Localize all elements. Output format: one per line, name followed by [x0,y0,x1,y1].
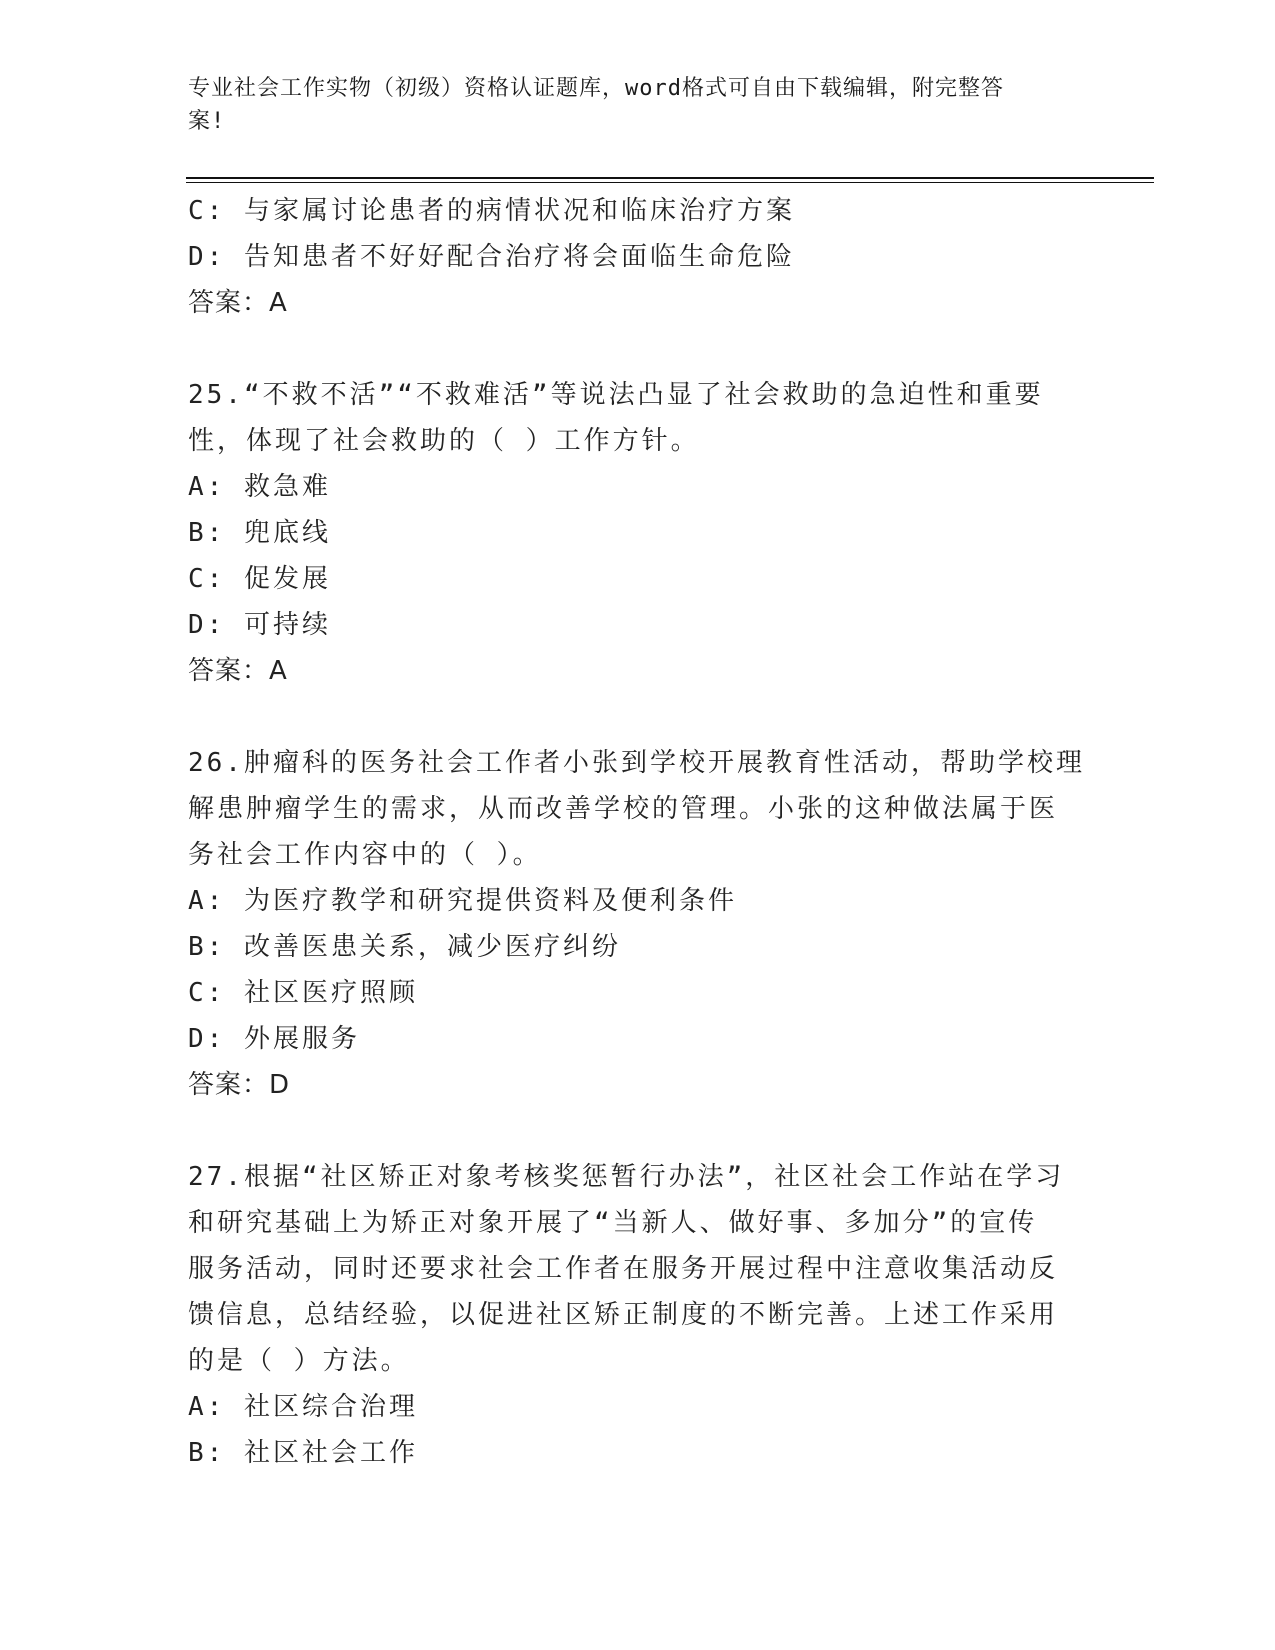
question-text: 馈信息，总结经验，以促进社区矫正制度的不断完善。上述工作采用 [188,1300,1059,1330]
header-line: 案! [188,109,226,134]
question-text: 26.肿瘤科的医务社会工作者小张到学校开展教育性活动，帮助学校理 [188,748,1085,778]
spacer [188,326,1088,372]
answer: 答案：A [188,288,288,318]
option-d: D: 可持续 [188,610,331,640]
answer: 答案：A [188,656,288,686]
option-d: D: 告知患者不好好配合治疗将会面临生命危险 [188,242,795,272]
option-b: B: 社区社会工作 [188,1438,418,1468]
option-a: A: 社区综合治理 [188,1392,418,1422]
option-a: A: 为医疗教学和研究提供资料及便利条件 [188,886,737,916]
question-text: 27.根据“社区矫正对象考核奖惩暂行办法”，社区社会工作站在学习 [188,1162,1065,1192]
header-divider-thin [186,182,1154,183]
question-text: 性，体现了社会救助的（ ）工作方针。 [188,426,700,456]
spacer [188,694,1088,740]
option-c: C: 社区医疗照顾 [188,978,418,1008]
page-header [188,72,1068,138]
question-text: 务社会工作内容中的（ ）。 [188,840,542,870]
option-c: C: 与家属讨论患者的病情状况和临床治疗方案 [188,196,795,226]
option-a: A: 救急难 [188,472,331,502]
header-divider [186,177,1154,179]
option-b: B: 兜底线 [188,518,331,548]
question-text: 服务活动，同时还要求社会工作者在服务开展过程中注意收集活动反 [188,1254,1059,1284]
spacer [188,1108,1088,1154]
header-line: 专业社会工作实物（初级）资格认证题库，word格式可自由下载编辑，附完整答 [188,76,1004,101]
option-c: C: 促发展 [188,564,331,594]
question-list [188,188,1088,1476]
question-27 [188,1154,1088,1476]
question-26 [188,740,1088,1108]
answer: 答案：D [188,1070,291,1100]
option-d: D: 外展服务 [188,1024,360,1054]
question-text: 的是（ ）方法。 [188,1346,410,1376]
question-25 [188,372,1088,694]
question-text: 25.“不救不活”“不救难活”等说法凸显了社会救助的急迫性和重要 [188,380,1044,410]
question-text: 解患肿瘤学生的需求，从而改善学校的管理。小张的这种做法属于医 [188,794,1059,824]
question-24-tail [188,188,1088,326]
question-text: 和研究基础上为矫正对象开展了“当新人、做好事、多加分”的宣传 [188,1208,1038,1238]
option-b: B: 改善医患关系，减少医疗纠纷 [188,932,621,962]
